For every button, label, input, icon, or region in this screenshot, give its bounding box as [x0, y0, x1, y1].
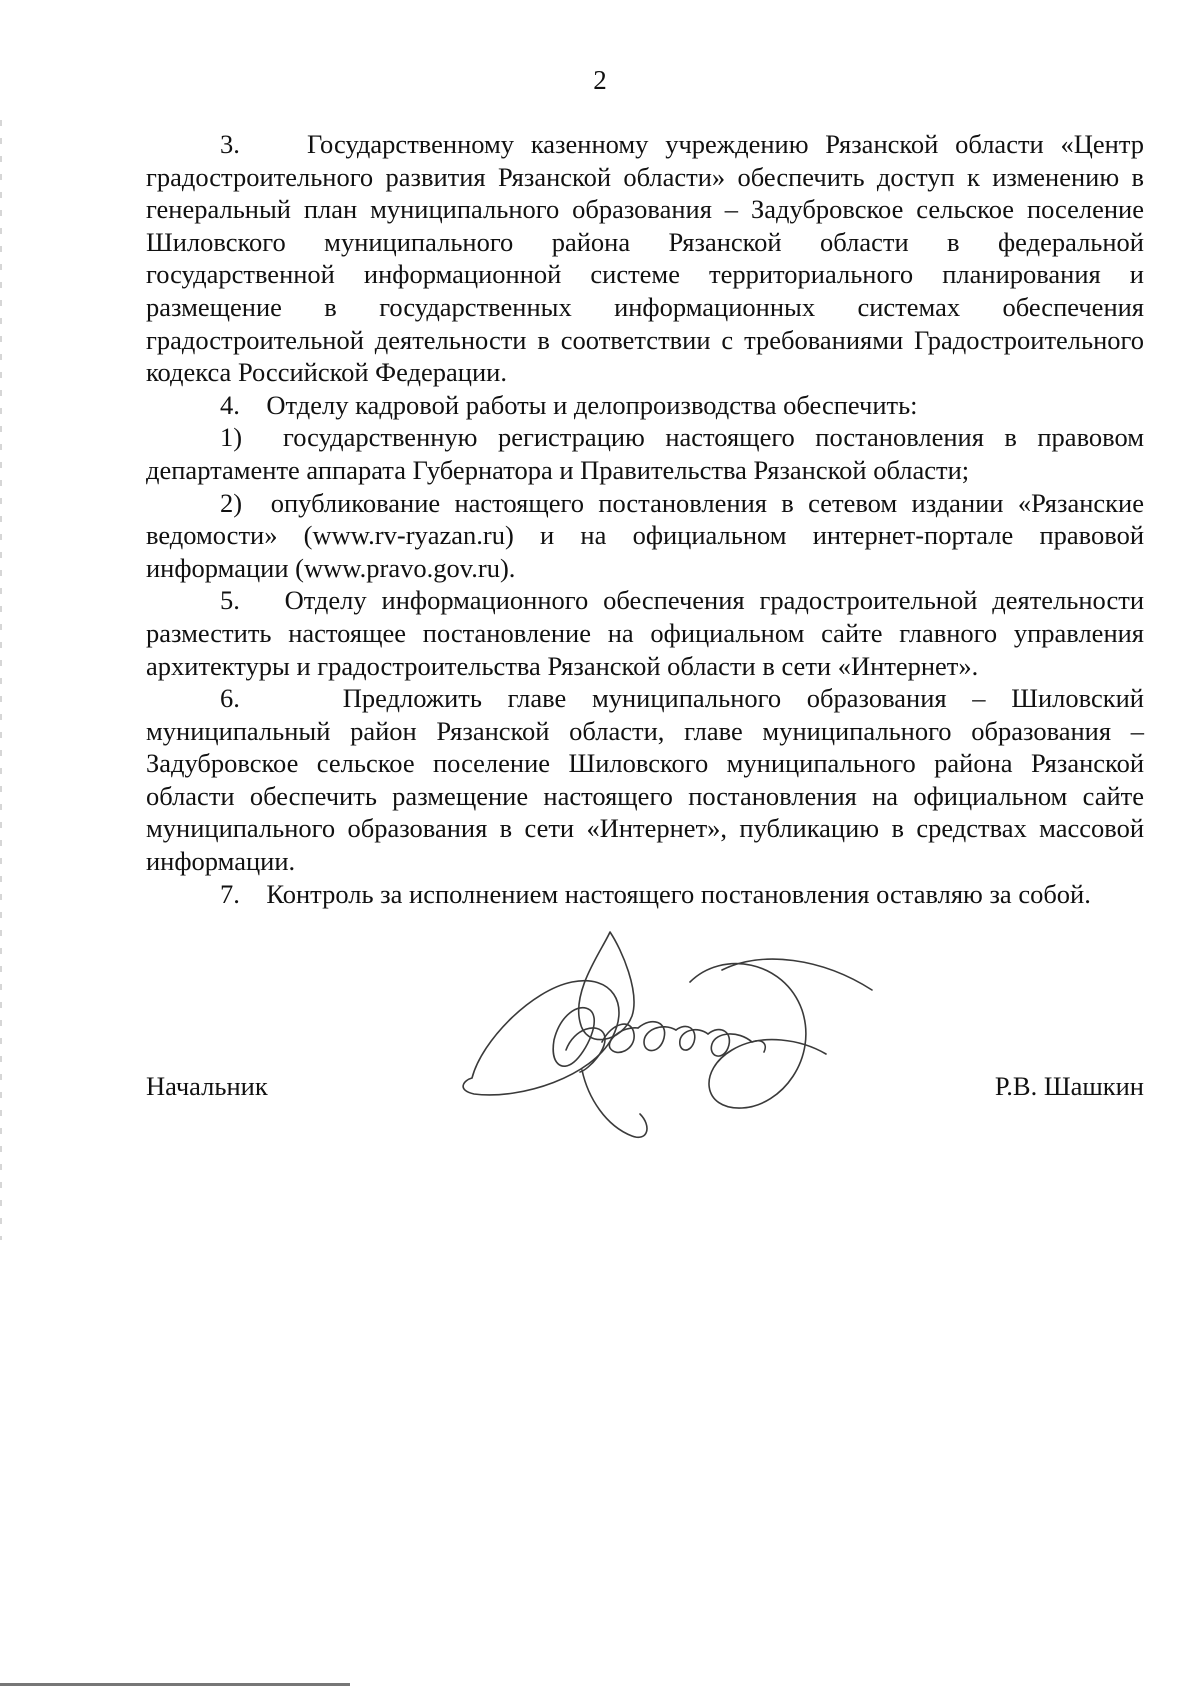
handwritten-signature	[462, 930, 882, 1170]
signer-name: Р.В. Шашкин	[994, 1071, 1144, 1101]
paragraph-item-7: 7. Контроль за исполнением настоящего постановления оставляю за собой.	[220, 878, 1091, 909]
scan-edge-artifact-bottom	[0, 1683, 350, 1686]
paragraph-item-5: 5. Отделу информационного обеспечения градостроительной деятельности разместить настоящее постановление на официальном сайте главного управления архитектуры и градостроительства Рязанской области в сети «Интернет».	[146, 585, 1144, 681]
page-number: 2	[593, 65, 607, 95]
paragraph-item-6: 6. Предложить главе муниципального образования – Шиловский муниципальный район Рязанской области, главе муниципального образования – Задубровское сельское поселение Шиловского муниципального района Рязанской области обеспечить размещение настоящего постановления на официальном сайте муниципального образования в сети «Интернет», публикацию в средствах массовой информации.	[146, 683, 1144, 877]
paragraph-item-3: 3. Государственному казенному учреждению Рязанской области «Центр градостроительного развития Рязанской области» обеспечить доступ к изменению в генеральный план муниципального образования – Задубровское сельское поселение Шиловского муниципального района Рязанской области в федеральной государственной информационной системе территориального планирования и размещение в государственных информационных системах обеспечения градостроительной деятельности в соответствии с требованиями Градостроительного кодекса Российской Федерации.	[146, 129, 1144, 388]
signature-block	[146, 1070, 1144, 1110]
paragraph-subitem-4-2: 2) опубликование настоящего постановления в сетевом издании «Рязанские ведомости» (www.rv-ryazan.ru) и на официальном интернет-портале правовой информации (www.pravo.gov.ru).	[146, 487, 1144, 583]
paragraph-item-4: 4. Отделу кадровой работы и делопроизводства обеспечить:	[220, 389, 918, 420]
paragraph-subitem-4-1: 1) государственную регистрацию настоящего постановления в правовом департаменте аппарата Губернатора и Правительства Рязанской области;	[146, 422, 1144, 485]
document-body	[146, 128, 1144, 910]
scan-edge-artifact	[0, 120, 2, 1240]
signer-position: Начальник	[146, 1071, 268, 1101]
